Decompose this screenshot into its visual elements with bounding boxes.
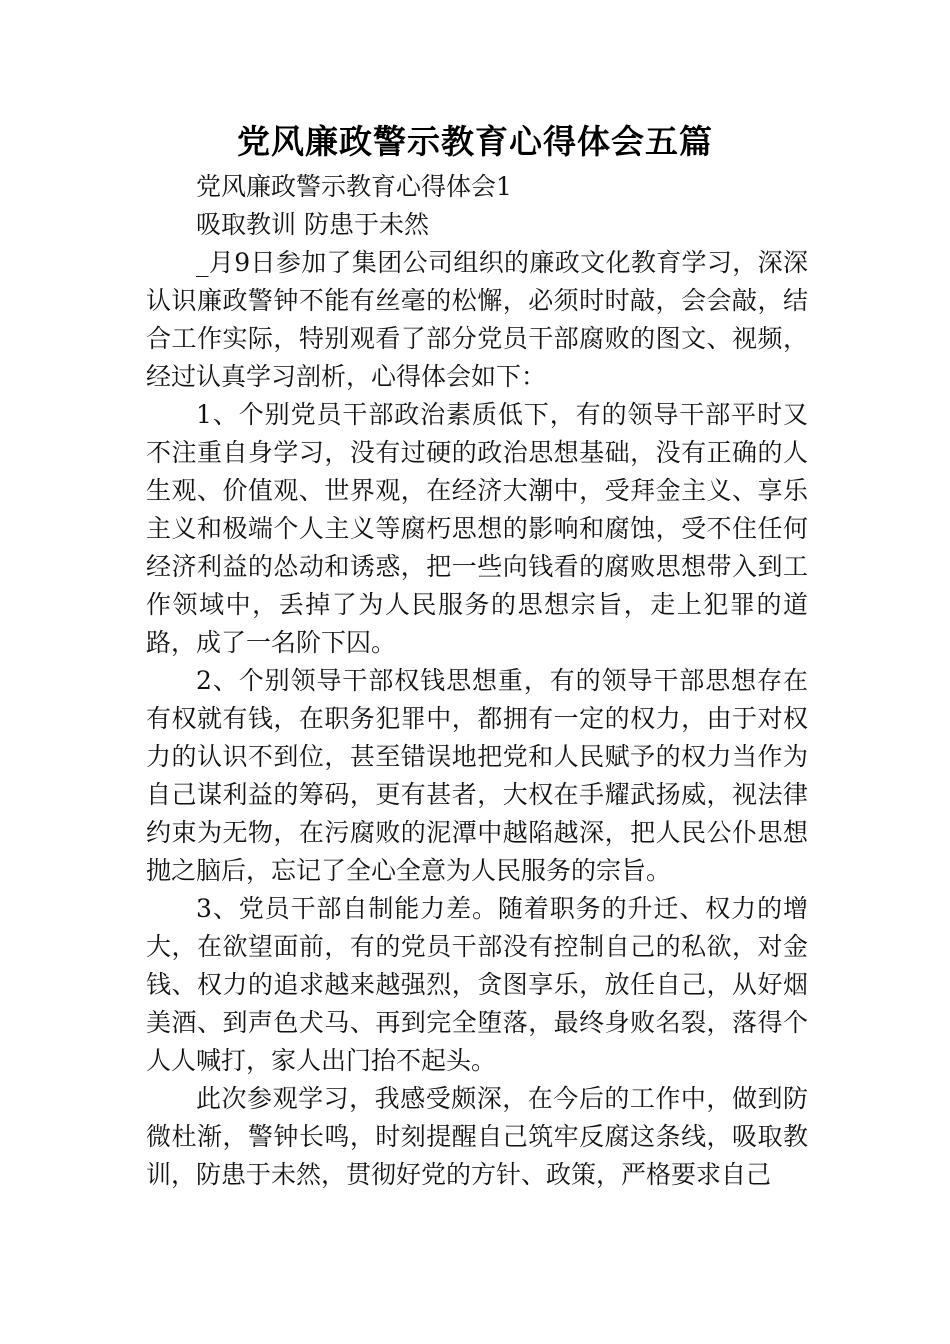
body-paragraph: 1、个别党员干部政治素质低下，有的领导干部平时又不注重自身学习，没有过硬的政治思想基础，没有正确的人生观、价值观、世界观，在经济大潮中，受拜金主义、享乐主义和极端个人主义等腐朽思想的影响和腐蚀，受不住任何经济利益的怂动和诱惑，把一些向钱看的腐败思想带入到工作领域中，丢掉了为人民服务的思想宗旨，走上犯罪的道路，成了一名阶下囚。 [146, 400, 808, 657]
body-paragraph: 3、党员干部自制能力差。随着职务的升迁、权力的增大，在欲望面前，有的党员干部没有控制自己的私欲，对金钱、权力的追求越来越强烈，贪图享乐，放任自己，从好烟美酒、到声色犬马、再到完全堕落，最终身败名裂，落得个人人喊打，家人出门抬不起头。 [146, 894, 808, 1075]
body-paragraph: _月9日参加了集团公司组织的廉政文化教育学习，深深认识廉政警钟不能有丝毫的松懈，必须时时敲，会会敲，结合工作实际，特别观看了部分党员干部腐败的图文、视频，经过认真学习剖析，心得体会如下： [146, 248, 808, 391]
document-title: 党风廉政警示教育心得体会五篇 [237, 122, 713, 161]
section-subtitle: 吸取教训 防患于未然 [196, 210, 429, 239]
section-heading: 党风廉政警示教育心得体会1 [196, 172, 512, 201]
document-body [146, 168, 808, 1194]
body-paragraph: 2、个别领导干部权钱思想重，有的领导干部思想存在有权就有钱，在职务犯罪中，都拥有一定的权力，由于对权力的认识不到位，甚至错误地把党和人民赋予的权力当作为自己谋利益的筹码，更有甚者，大权在手耀武扬威，视法律约束为无物，在污腐败的泥潭中越陷越深，把人民公仆思想抛之脑后，忘记了全心全意为人民服务的宗旨。 [146, 666, 808, 885]
body-paragraph: 此次参观学习，我感受颇深，在今后的工作中，做到防微杜渐，警钟长鸣，时刻提醒自己筑牢反腐这条线，吸取教训，防患于未然，贯彻好党的方针、政策，严格要求自己 [146, 1084, 808, 1189]
